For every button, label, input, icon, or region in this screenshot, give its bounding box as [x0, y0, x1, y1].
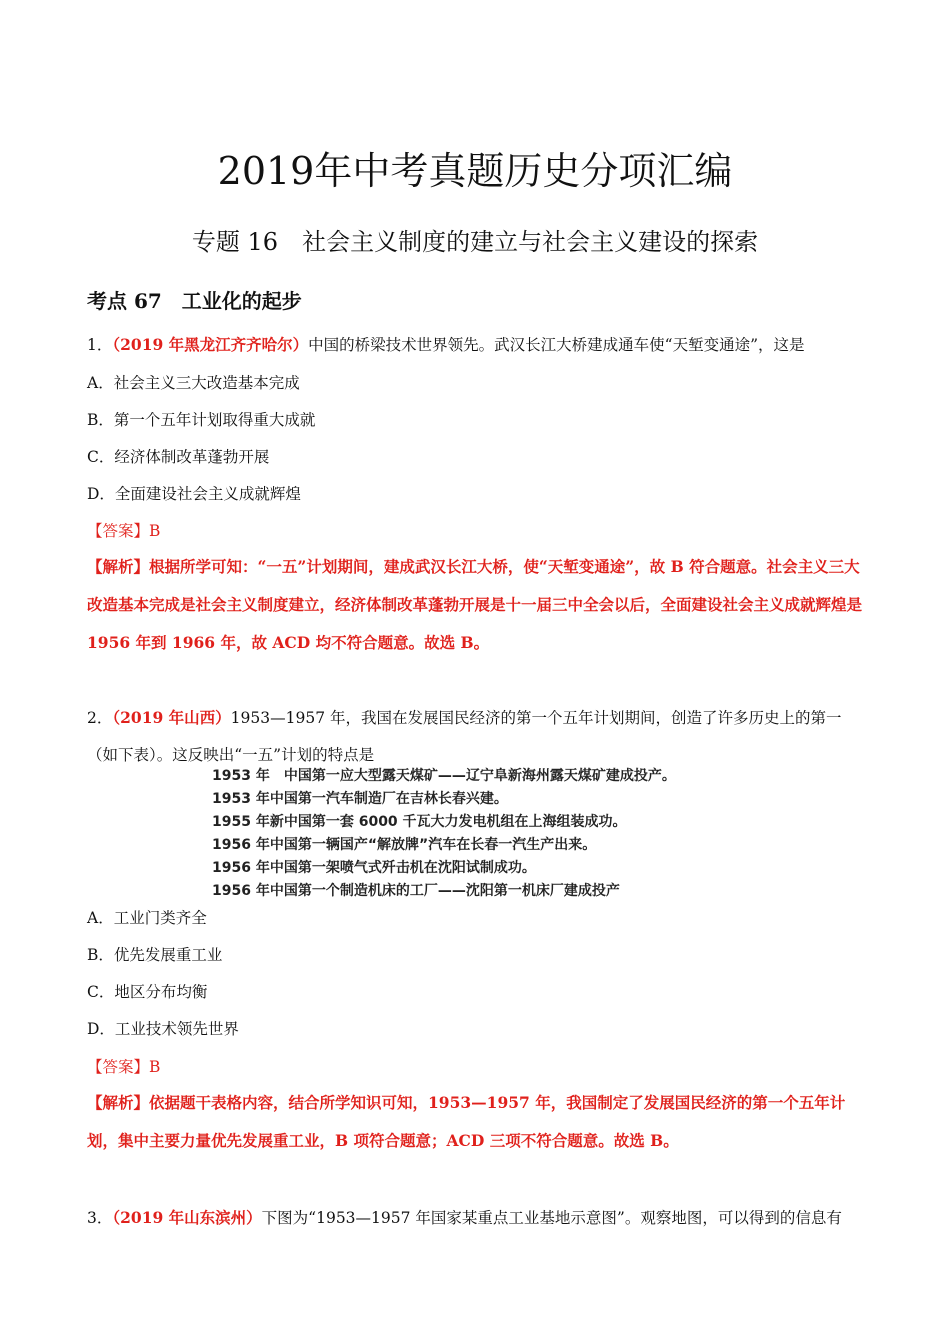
option-d: D．工业技术领先世界 [87, 1020, 239, 1038]
option-a: A．工业门类齐全 [87, 909, 207, 927]
analysis-text: 根据所学可知：“一五”计划期间，建成武汉长江大桥，使“天堑变通途”，故 B 符合题意。社会主义三大改造基本完成是社会主义制度建立，经济体制改革蓬勃开展是十一届三中全会以后，全面建设社会主义成就辉煌是 1956 年到 1966 年，故 ACD 均不符合题意。故选 B。 [87, 557, 863, 652]
figure-line: 1955 年新中国第一套 6000 千瓦大力发电机组在上海组装成功。 [212, 814, 627, 830]
option-c: C．地区分布均衡 [87, 983, 208, 1001]
history-firsts-figure [212, 765, 732, 903]
question-number: 2． [87, 709, 113, 727]
question-text: 中国的桥梁技术世界领先。武汉长江大桥建成通车使“天堑变通途”，这是 [308, 336, 805, 354]
answer-label: 【答案】 [87, 1058, 150, 1076]
answer-value: B [149, 1058, 161, 1076]
page-title: 2019年中考真题历史分项汇编 [217, 149, 733, 193]
option-a: A．社会主义三大改造基本完成 [87, 374, 300, 392]
figure-line: 1953 年中国第一汽车制造厂在吉林长春兴建。 [212, 791, 508, 807]
analysis-2 [87, 1084, 867, 1160]
figure-line: 1956 年中国第一辆国产“解放牌”汽车在长春一汽生产出来。 [212, 837, 597, 853]
answer-value: B [149, 522, 161, 540]
option-d: D．全面建设社会主义成就辉煌 [87, 485, 301, 503]
figure-line: 1956 年中国第一架喷气式歼击机在沈阳试制成功。 [212, 860, 536, 876]
analysis-text: 依据题干表格内容，结合所学知识可知，1953—1957 年，我国制定了发展国民经济的第一个五年计划，集中主要力量优先发展重工业，B 项符合题意；ACD 三项不符合题意。故选 B。 [87, 1093, 846, 1150]
question-2-stem [87, 706, 842, 728]
option-b: B．第一个五年计划取得重大成就 [87, 411, 316, 429]
question-text: 1953—1957 年，我国在发展国民经济的第一个五年计划期间，创造了许多历史上的第一 [230, 709, 842, 727]
option-c: C．经济体制改革蓬勃开展 [87, 448, 270, 466]
question-source: （2019 年山东滨州） [112, 1208, 262, 1227]
question-1-stem [87, 333, 805, 355]
option-b: B．优先发展重工业 [87, 946, 223, 964]
section-heading: 考点 67 工业化的起步 [87, 289, 302, 313]
analysis-label: 【解析】 [87, 557, 150, 576]
question-number: 3． [87, 1209, 113, 1227]
answer-2 [87, 1055, 160, 1077]
question-2-stem-cont: （如下表）。这反映出“一五”计划的特点是 [87, 746, 375, 764]
question-text: 下图为“1953—1957 年国家某重点工业基地示意图”。观察地图，可以得到的信息有 [261, 1209, 842, 1227]
analysis-label: 【解析】 [87, 1093, 150, 1112]
question-3-stem [87, 1206, 842, 1228]
figure-line: 1956 年中国第一个制造机床的工厂——沈阳第一机床厂建成投产 [212, 883, 620, 899]
question-number: 1． [87, 336, 113, 354]
question-source: （2019 年黑龙江齐齐哈尔） [112, 335, 309, 354]
analysis-1 [87, 548, 867, 662]
answer-label: 【答案】 [87, 522, 150, 540]
page-subtitle: 专题 16 社会主义制度的建立与社会主义建设的探索 [191, 228, 759, 256]
figure-line: 1953 年 中国第一应大型露天煤矿——辽宁阜新海州露天煤矿建成投产。 [212, 768, 676, 784]
question-source: （2019 年山西） [112, 708, 231, 727]
answer-1 [87, 519, 160, 541]
